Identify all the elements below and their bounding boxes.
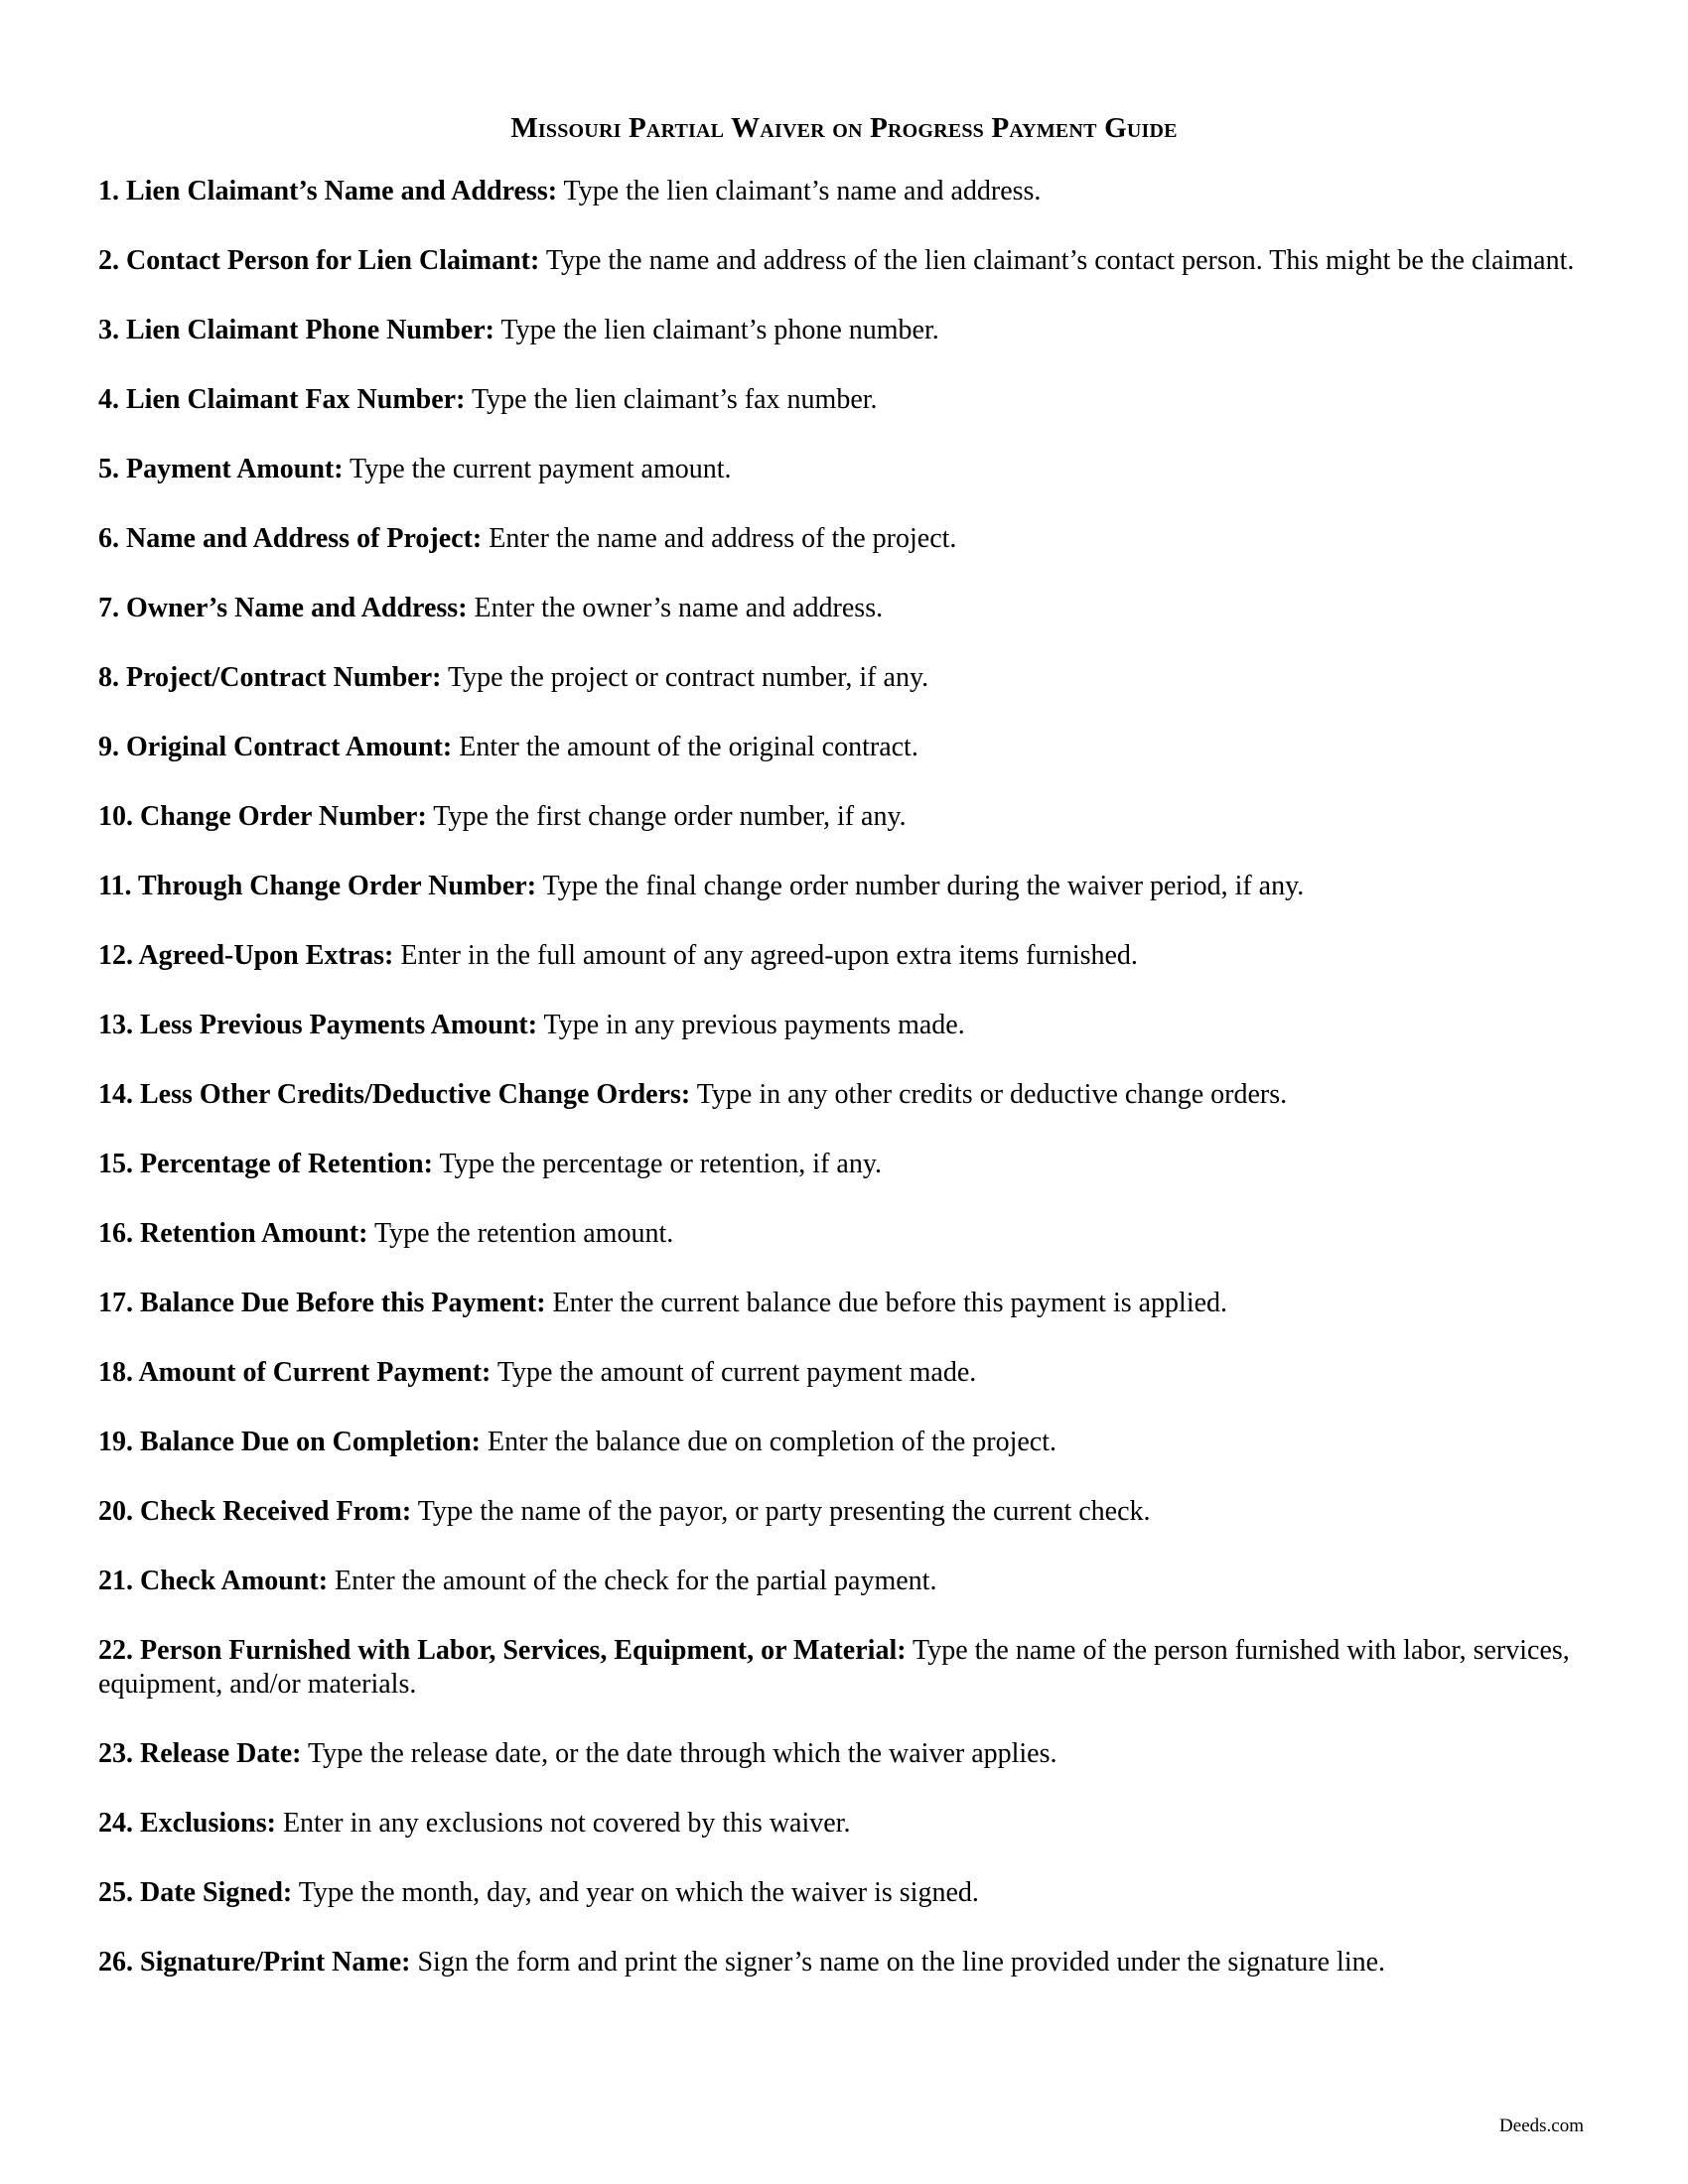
item-label: 16. Retention Amount: [98,1218,368,1249]
item-text: Enter the amount of the check for the partial payment. [335,1566,937,1596]
item-text: Type the lien claimant’s fax number. [471,384,878,415]
item-text: Type the retention amount. [373,1218,674,1249]
item-label: 26. Signature/Print Name: [98,1947,411,1978]
instruction-item [98,1356,1588,1390]
item-label: 14. Less Other Credits/Deductive Change Orders: [98,1079,691,1110]
instruction-item [98,244,1588,278]
item-label: 21. Check Amount: [98,1566,329,1596]
item-text: Type the name and address of the lien claimant’s contact person. This might be the claimant. [545,245,1575,276]
item-text: Enter in the full amount of any agreed-upon extra items furnished. [400,940,1138,971]
instruction-item [98,175,1588,208]
instruction-item [98,314,1588,347]
item-label: 2. Contact Person for Lien Claimant: [98,245,540,276]
instruction-item [98,592,1588,625]
instruction-item [98,1009,1588,1042]
instruction-item [98,522,1588,556]
item-text: Type the first change order number, if any. [433,801,907,832]
instruction-list [98,175,1588,2015]
item-text: Enter the balance due on completion of the project. [488,1427,1057,1457]
item-label: 9. Original Contract Amount: [98,732,453,762]
instruction-item [98,1737,1588,1771]
item-label: 7. Owner’s Name and Address: [98,593,468,623]
instruction-item [98,1876,1588,1910]
instruction-item [98,661,1588,695]
instruction-item [98,800,1588,834]
item-text: Enter in any exclusions not covered by this waiver. [282,1808,851,1839]
item-text: Type the name of the person furnished with labor, services, equipment, and/or materials. [98,1635,1570,1700]
instruction-item [98,1426,1588,1459]
item-label: 13. Less Previous Payments Amount: [98,1010,538,1040]
instruction-item [98,1495,1588,1529]
item-text: Enter the current balance due before this payment is applied. [552,1288,1228,1318]
instruction-item [98,870,1588,903]
item-label: 8. Project/Contract Number: [98,662,442,693]
item-label: 18. Amount of Current Payment: [98,1357,492,1388]
instruction-item [98,731,1588,764]
item-text: Type the project or contract number, if any. [447,662,929,693]
item-text: Type the current payment amount. [350,454,732,484]
item-label: 3. Lien Claimant Phone Number: [98,315,494,345]
item-text: Type the lien claimant’s phone number. [500,315,939,345]
item-label: 17. Balance Due Before this Payment: [98,1288,546,1318]
instruction-item [98,1807,1588,1841]
item-label: 22. Person Furnished with Labor, Services, Equipment, or Material: [98,1635,907,1666]
item-text: Type the final change order number during the waiver period, if any. [542,871,1305,901]
item-text: Enter the owner’s name and address. [474,593,884,623]
item-text: Type the month, day, and year on which the waiver is signed. [298,1877,979,1908]
item-label: 5. Payment Amount: [98,454,344,484]
instruction-item [98,453,1588,486]
item-label: 6. Name and Address of Project: [98,523,483,554]
item-text: Type the name of the payor, or party presenting the current check. [417,1496,1151,1527]
item-text: Type the percentage or retention, if any. [439,1149,883,1179]
instruction-item [98,1217,1588,1251]
instruction-item [98,383,1588,417]
item-text: Type the amount of current payment made. [496,1357,977,1388]
item-label: 15. Percentage of Retention: [98,1149,433,1179]
item-label: 4. Lien Claimant Fax Number: [98,384,466,415]
instruction-item [98,1946,1588,1979]
item-text: Type the release date, or the date through which the waiver applies. [307,1738,1057,1769]
item-text: Enter the amount of the original contract. [459,732,918,762]
item-label: 10. Change Order Number: [98,801,427,832]
item-label: 23. Release Date: [98,1738,302,1769]
instruction-item [98,1287,1588,1320]
footer-brand: Deeds.com [1499,2116,1584,2136]
item-label: 24. Exclusions: [98,1808,276,1839]
item-label: 19. Balance Due on Completion: [98,1427,481,1457]
instruction-item [98,1078,1588,1112]
item-text: Type in any previous payments made. [543,1010,965,1040]
instruction-item [98,1565,1588,1598]
instruction-item [98,1634,1588,1702]
item-label: 20. Check Received From: [98,1496,412,1527]
instruction-item [98,939,1588,973]
item-text: Enter the name and address of the project. [489,523,957,554]
item-text: Type in any other credits or deductive change orders. [696,1079,1288,1110]
instruction-item [98,1148,1588,1181]
item-label: 12. Agreed-Upon Extras: [98,940,394,971]
document-title: Missouri Partial Waiver on Progress Payment Guide [510,112,1178,144]
item-text: Type the lien claimant’s name and address. [563,176,1042,206]
item-label: 11. Through Change Order Number: [98,871,537,901]
item-label: 25. Date Signed: [98,1877,293,1908]
item-text: Sign the form and print the signer’s name on the line provided under the signature line. [417,1947,1386,1978]
item-label: 1. Lien Claimant’s Name and Address: [98,176,558,206]
